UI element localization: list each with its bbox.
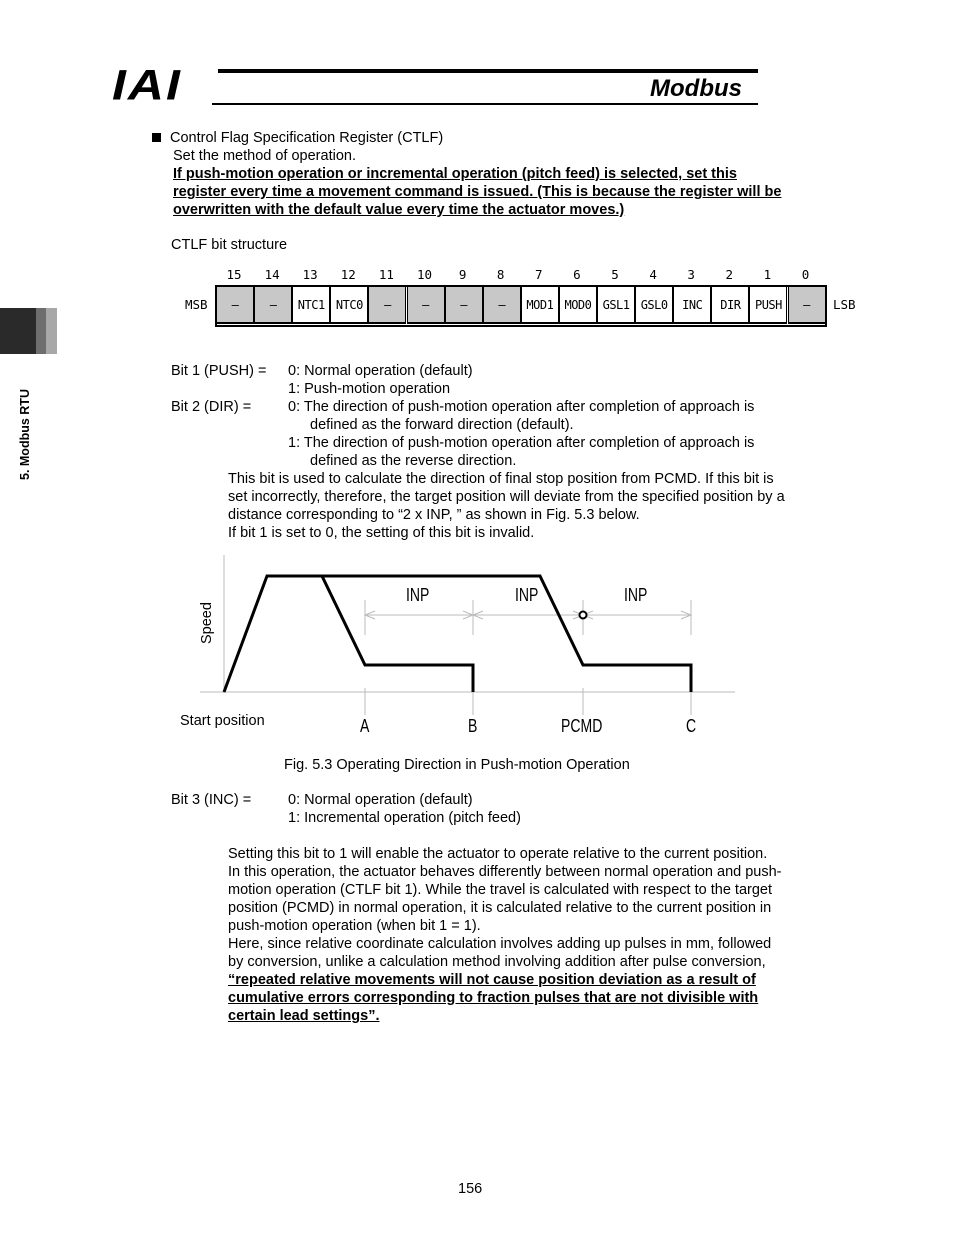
bit-number: 1	[763, 267, 772, 282]
bit-cell: –	[216, 285, 254, 324]
bit-number: 2	[725, 267, 734, 282]
bit2-value-1a: 1: The direction of push-motion operation after completion of approach is	[288, 435, 755, 451]
push-motion-diagram	[170, 555, 750, 715]
ctlf-heading: Control Flag Specification Register (CTLF)	[152, 129, 443, 147]
bit3-para-3: motion operation (CTLF bit 1). While the travel is calculated with respect to the target	[228, 882, 772, 898]
msb-label: MSB	[185, 297, 208, 312]
bit3-para-2: In this operation, the actuator behaves differently between normal operation and push-	[228, 864, 782, 880]
pcmd-label: PCMD	[561, 716, 603, 736]
bit-cell: –	[483, 285, 521, 324]
intro-line: Set the method of operation.	[173, 148, 356, 164]
bit-cell: –	[368, 285, 406, 324]
bit3-bold-1: “repeated relative movements will not cause position deviation as a result of	[228, 972, 756, 988]
bit-number: 5	[611, 267, 619, 282]
bit-number: 4	[649, 267, 657, 282]
bit3-value-1: 1: Incremental operation (pitch feed)	[288, 810, 521, 826]
bit2-value-1b: defined as the reverse direction.	[310, 453, 517, 469]
bit2-value-0a: 0: The direction of push-motion operation after completion of approach is	[288, 399, 755, 415]
bit-number: 12	[340, 267, 356, 282]
bit3-name: Bit 3 (INC) =	[171, 792, 252, 808]
inp-label-2: INP	[515, 585, 539, 605]
bit-number: 7	[535, 267, 543, 282]
bit2-para-1: This bit is used to calculate the direction of final stop position from PCMD. If this bit is	[228, 471, 774, 487]
bit2-para-3: distance corresponding to “2 x INP, ” as shown in Fig. 5.3 below.	[228, 507, 640, 523]
bit-cell: NTC1	[292, 285, 330, 324]
bit3-para-1: Setting this bit to 1 will enable the actuator to operate relative to the current position.	[228, 846, 768, 862]
speed-axis-label: Speed	[199, 602, 215, 644]
bit2-para-4: If bit 1 is set to 0, the setting of this bit is invalid.	[228, 525, 535, 541]
bit-cell: DIR	[711, 285, 749, 324]
bit-number: 0	[801, 267, 810, 282]
inp-label-1: INP	[406, 585, 430, 605]
start-position-label: Start position	[180, 713, 265, 729]
bit-number: 10	[416, 267, 433, 282]
bit-cell: GSL1	[597, 285, 635, 324]
bit-cell: –	[445, 285, 483, 324]
point-a-label: A	[360, 716, 370, 736]
bit-cell: INC	[673, 285, 711, 324]
section-title: Modbus	[650, 75, 742, 102]
bit-number: 13	[302, 267, 318, 282]
bit2-name: Bit 2 (DIR) =	[171, 399, 252, 415]
register-frame	[215, 285, 827, 327]
warning-line-2: register every time a movement command is issued. (This is because the register will be	[173, 184, 782, 200]
bit1-name: Bit 1 (PUSH) =	[171, 363, 267, 379]
bit-number: 9	[458, 267, 467, 282]
bit-cell: NTC0	[330, 285, 368, 324]
bit-cell: –	[254, 285, 292, 324]
bit-cell: MOD1	[521, 285, 559, 324]
warning-line-1: If push-motion operation or incremental operation (pitch feed) is selected, set this	[173, 166, 737, 182]
header-rule-bottom	[212, 103, 758, 105]
bit1-value-0: 0: Normal operation (default)	[288, 363, 473, 379]
bit-number: 6	[573, 267, 581, 282]
bit3-para-6: Here, since relative coordinate calculation involves adding up pulses in mm, followed	[228, 936, 772, 952]
bit-cell: –	[407, 285, 445, 324]
figure-caption: Fig. 5.3 Operating Direction in Push-motion Operation	[284, 757, 630, 773]
point-c-label: C	[686, 716, 697, 736]
bit-cell: MOD0	[559, 285, 597, 324]
bit-cell: GSL0	[635, 285, 673, 324]
bit3-value-0: 0: Normal operation (default)	[288, 792, 473, 808]
bit-cell: –	[788, 285, 826, 324]
lsb-label: LSB	[833, 297, 856, 312]
bullet-square-icon	[152, 133, 161, 142]
bit1-value-1: 1: Push-motion operation	[288, 381, 451, 397]
side-tab-marker	[0, 308, 57, 354]
bit-structure-caption: CTLF bit structure	[171, 237, 288, 253]
warning-line-3: overwritten with the default value every time the actuator moves.)	[173, 202, 625, 218]
header-rule-top	[218, 69, 758, 73]
bit3-bold-3: certain lead settings”.	[228, 1008, 380, 1024]
bit3-para-7: by conversion, unlike a calculation method involving addition after pulse conversion,	[228, 954, 766, 970]
bit-number: 3	[687, 267, 695, 282]
bit-number: 14	[264, 267, 280, 282]
iai-logo: IAI	[112, 61, 182, 109]
bit-number: 11	[378, 267, 394, 282]
bit-number: 15	[226, 267, 242, 282]
bit2-para-2: set incorrectly, therefore, the target position will deviate from the specified position by a	[228, 489, 785, 505]
inp-label-3: INP	[624, 585, 648, 605]
side-tab-label: 5. Modbus RTU	[18, 389, 32, 480]
bit2-value-0b: defined as the forward direction (default).	[310, 417, 574, 433]
page-number: 156	[458, 1181, 483, 1197]
bit3-para-4: position (PCMD) in normal operation, it is calculated relative to the current position in	[228, 900, 772, 916]
bit3-bold-2: cumulative errors corresponding to fraction pulses that are not divisible with	[228, 990, 759, 1006]
bit-number: 8	[496, 267, 505, 282]
bit-cell: PUSH	[749, 285, 787, 324]
bit3-para-5: push-motion operation (when bit 1 = 1).	[228, 918, 481, 934]
point-b-label: B	[468, 716, 478, 736]
